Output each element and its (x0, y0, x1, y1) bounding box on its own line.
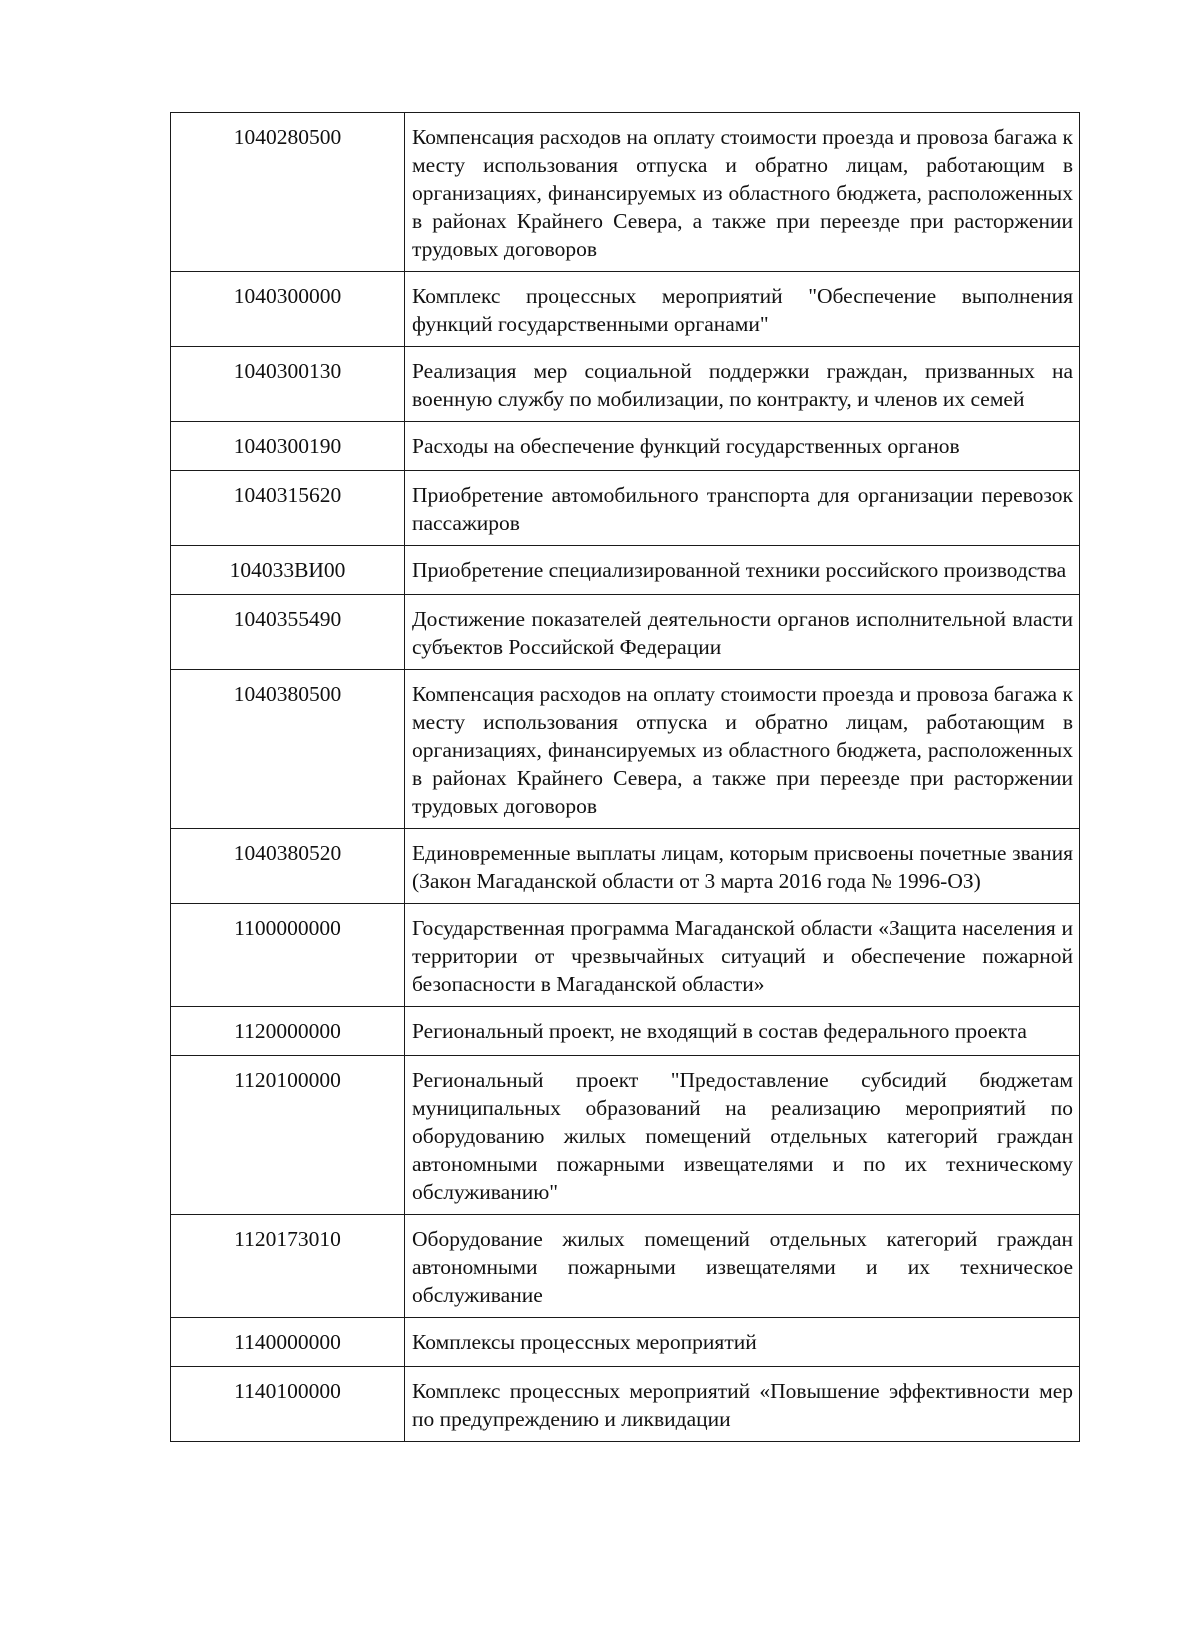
row-code: 1040315620 (171, 471, 405, 546)
table-row (171, 1056, 1080, 1215)
table-row (171, 113, 1080, 272)
row-description: Государственная программа Магаданской области «Защита населения и территории от чрезвычайных ситуаций и обеспечение пожарной безопасности в Магаданской области» (405, 904, 1080, 1007)
table-row (171, 670, 1080, 829)
row-code: 1140000000 (171, 1318, 405, 1367)
row-code: 104033ВИ00 (171, 546, 405, 595)
row-description: Приобретение автомобильного транспорта для организации перевозок пассажиров (405, 471, 1080, 546)
row-description: Региональный проект, не входящий в состав федерального проекта (405, 1007, 1080, 1056)
row-description: Компенсация расходов на оплату стоимости проезда и провоза багажа к месту использования отпуска и обратно лицам, работающим в организациях, финансируемых из областного бюджета, расположенных в районах Крайнего Севера, а также при переезде при расторжении трудовых договоров (405, 113, 1080, 272)
table-row (171, 471, 1080, 546)
table-row (171, 1215, 1080, 1318)
row-code: 1040300190 (171, 422, 405, 471)
row-code: 1140100000 (171, 1367, 405, 1442)
table-row (171, 595, 1080, 670)
row-code: 1040280500 (171, 113, 405, 272)
row-description: Комплекс процессных мероприятий «Повышение эффективности мер по предупреждению и ликвидации (405, 1367, 1080, 1442)
row-code: 1040380500 (171, 670, 405, 829)
table-row (171, 904, 1080, 1007)
row-code: 1040300130 (171, 347, 405, 422)
row-code: 1040300000 (171, 272, 405, 347)
row-description: Приобретение специализированной техники российского производства (405, 546, 1080, 595)
row-description: Комплексы процессных мероприятий (405, 1318, 1080, 1367)
table-row (171, 829, 1080, 904)
row-code: 1120000000 (171, 1007, 405, 1056)
row-description: Реализация мер социальной поддержки граждан, призванных на военную службу по мобилизации, по контракту, и членов их семей (405, 347, 1080, 422)
row-code: 1040380520 (171, 829, 405, 904)
row-description: Компенсация расходов на оплату стоимости проезда и провоза багажа к месту использования отпуска и обратно лицам, работающим в организациях, финансируемых из областного бюджета, расположенных в районах Крайнего Севера, а также при переезде при расторжении трудовых договоров (405, 670, 1080, 829)
row-description: Оборудование жилых помещений отдельных категорий граждан автономными пожарными извещателями и их техническое обслуживание (405, 1215, 1080, 1318)
table-row (171, 546, 1080, 595)
table-row (171, 422, 1080, 471)
row-code: 1120173010 (171, 1215, 405, 1318)
row-description: Комплекс процессных мероприятий "Обеспечение выполнения функций государственными органами" (405, 272, 1080, 347)
table-row (171, 347, 1080, 422)
row-description: Единовременные выплаты лицам, которым присвоены почетные звания (Закон Магаданской области от 3 марта 2016 года № 1996-ОЗ) (405, 829, 1080, 904)
budget-code-table (170, 112, 1080, 1442)
table-row (171, 1367, 1080, 1442)
table-row (171, 272, 1080, 347)
table-row (171, 1007, 1080, 1056)
row-code: 1120100000 (171, 1056, 405, 1215)
row-description: Расходы на обеспечение функций государственных органов (405, 422, 1080, 471)
row-code: 1100000000 (171, 904, 405, 1007)
table-row (171, 1318, 1080, 1367)
row-description: Региональный проект "Предоставление субсидий бюджетам муниципальных образований на реализацию мероприятий по оборудованию жилых помещений отдельных категорий граждан автономными пожарными извещателями и по их техническому обслуживанию" (405, 1056, 1080, 1215)
row-description: Достижение показателей деятельности органов исполнительной власти субъектов Российской Федерации (405, 595, 1080, 670)
row-code: 1040355490 (171, 595, 405, 670)
